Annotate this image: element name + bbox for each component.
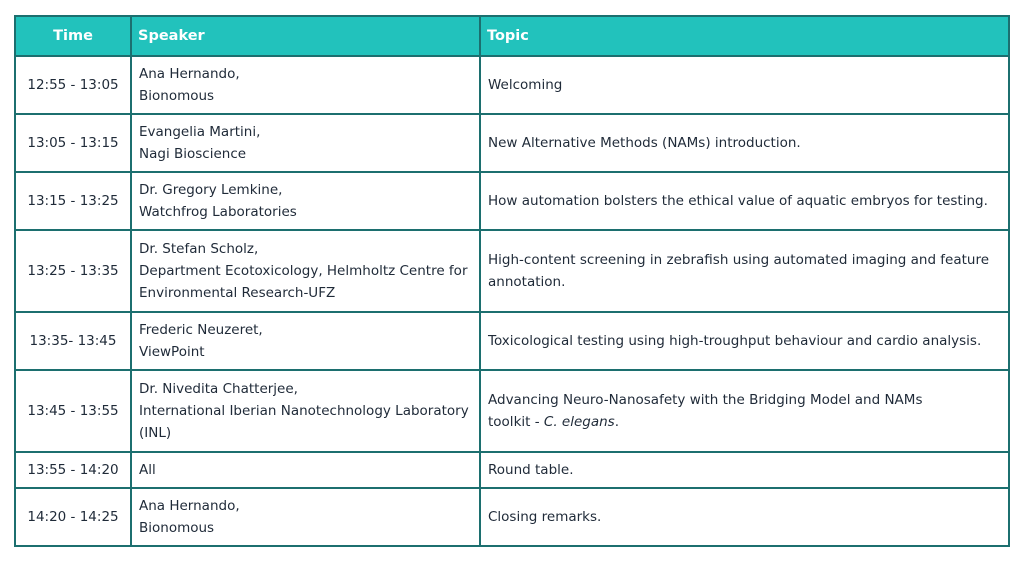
speaker-cell <box>131 114 480 172</box>
topic-species: C. elegans <box>543 414 615 430</box>
speaker-name: Dr. Stefan Scholz, <box>139 241 259 257</box>
speaker-affiliation: International Iberian Nanotechnology Laboratory <box>139 403 469 419</box>
topic-cell: New Alternative Methods (NAMs) introduction. <box>480 114 1009 172</box>
speaker-name: Dr. Gregory Lemkine, <box>139 182 283 198</box>
speaker-name: All <box>139 462 156 478</box>
header-time: Time <box>15 16 131 56</box>
speaker-name: Ana Hernando, <box>139 498 240 514</box>
agenda-table <box>14 15 1010 547</box>
table-row <box>15 172 1009 230</box>
speaker-affiliation: Bionomous <box>139 520 215 536</box>
topic-cell: Welcoming <box>480 56 1009 114</box>
table-row <box>15 56 1009 114</box>
topic-text: . <box>614 414 619 430</box>
topic-cell: Toxicological testing using high-troughput behaviour and cardio analysis. <box>480 312 1009 370</box>
header-speaker: Speaker <box>131 16 480 56</box>
time-cell: 13:25 - 13:35 <box>15 230 131 312</box>
speaker-affiliation-cont: (INL) <box>139 425 172 441</box>
table-row <box>15 488 1009 546</box>
topic-line: annotation. <box>488 274 566 290</box>
speaker-cell <box>131 452 480 488</box>
time-cell: 13:15 - 13:25 <box>15 172 131 230</box>
table-row <box>15 312 1009 370</box>
topic-cell <box>480 370 1009 452</box>
table-row <box>15 370 1009 452</box>
speaker-affiliation: Nagi Bioscience <box>139 146 247 162</box>
time-cell: 13:05 - 13:15 <box>15 114 131 172</box>
speaker-cell <box>131 230 480 312</box>
time-cell: 13:45 - 13:55 <box>15 370 131 452</box>
speaker-name: Dr. Nivedita Chatterjee, <box>139 381 298 397</box>
time-cell: 12:55 - 13:05 <box>15 56 131 114</box>
topic-cell <box>480 230 1009 312</box>
topic-line: Advancing Neuro-Nanosafety with the Bridging Model and NAMs <box>488 392 923 408</box>
header-topic: Topic <box>480 16 1009 56</box>
speaker-name: Evangelia Martini, <box>139 124 261 140</box>
speaker-cell <box>131 488 480 546</box>
speaker-name: Ana Hernando, <box>139 66 240 82</box>
speaker-affiliation: Bionomous <box>139 88 215 104</box>
speaker-cell <box>131 56 480 114</box>
topic-cell: Round table. <box>480 452 1009 488</box>
topic-line <box>488 411 1001 433</box>
speaker-affiliation-cont: Environmental Research-UFZ <box>139 285 336 301</box>
table-row <box>15 114 1009 172</box>
table-row <box>15 230 1009 312</box>
speaker-affiliation: ViewPoint <box>139 344 205 360</box>
time-cell: 13:35- 13:45 <box>15 312 131 370</box>
speaker-cell <box>131 312 480 370</box>
speaker-name: Frederic Neuzeret, <box>139 322 263 338</box>
speaker-cell <box>131 172 480 230</box>
time-cell: 14:20 - 14:25 <box>15 488 131 546</box>
speaker-affiliation: Watchfrog Laboratories <box>139 204 297 220</box>
topic-text: toolkit - <box>488 414 544 430</box>
topic-cell: How automation bolsters the ethical value of aquatic embryos for testing. <box>480 172 1009 230</box>
table-row <box>15 452 1009 488</box>
speaker-cell <box>131 370 480 452</box>
time-cell: 13:55 - 14:20 <box>15 452 131 488</box>
topic-line: High-content screening in zebrafish using automated imaging and feature <box>488 252 990 268</box>
header-row <box>15 16 1009 56</box>
speaker-affiliation: Department Ecotoxicology, Helmholtz Centre for <box>139 263 468 279</box>
topic-cell: Closing remarks. <box>480 488 1009 546</box>
